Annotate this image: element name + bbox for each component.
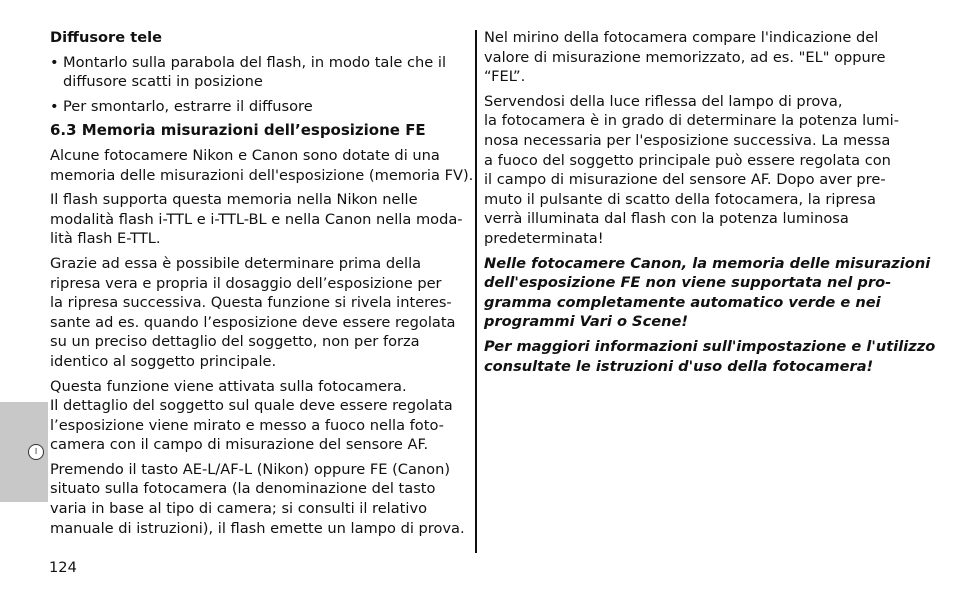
right-column: [484, 28, 936, 381]
text-line: gramma completamente automatico verde e nei: [484, 293, 881, 311]
text-line: predeterminata!: [484, 229, 604, 247]
text-line: Premendo il tasto AE-L/AF-L (Nikon) oppure FE (Canon): [50, 460, 451, 478]
text-line: Alcune fotocamere Nikon e Canon sono dotate di una: [50, 146, 440, 164]
text-line: Il flash supporta questa memoria nella Nikon nelle: [50, 191, 418, 209]
text-line: Nelle fotocamere Canon, la memoria delle misurazioni: [484, 254, 931, 272]
text-line: su un preciso dettaglio del soggetto, non per forza: [50, 333, 420, 351]
bullet-line: diffusore scatti in posizione: [63, 73, 263, 91]
text-line: muto il pulsante di scatto della fotocamera, la ripresa: [484, 190, 876, 208]
text-line: sante ad es. quando l’esposizione deve essere regolata: [50, 313, 456, 331]
text-line: Questa funzione viene attivata sulla fotocamera.: [50, 377, 407, 395]
text-line: memoria delle misurazioni dell'esposizione (memoria FV).: [50, 166, 474, 184]
text-line: la ripresa successiva. Questa funzione si rivela interes-: [50, 294, 452, 312]
text-line: lità flash E-TTL.: [50, 230, 161, 248]
text-line: varia in base al tipo di camera; si consulti il relativo: [50, 500, 428, 518]
page-number: 124: [49, 559, 77, 576]
paragraph: [50, 190, 472, 249]
paragraph: [484, 28, 904, 87]
bullet-symbol: •: [50, 53, 59, 71]
text-line: Per maggiori informazioni sull'impostazione e l'utilizzo: [484, 337, 936, 355]
column-divider: [475, 30, 477, 553]
text-line: “FEL”.: [484, 68, 526, 86]
text-line: camera con il campo di misurazione del sensore AF.: [50, 436, 429, 454]
bullet-symbol: •: [50, 97, 59, 115]
list-item: [50, 53, 472, 92]
text-line: consultate le istruzioni d'uso della fotocamera!: [484, 357, 874, 375]
italy-language-icon: I: [28, 444, 44, 460]
text-line: l’esposizione viene mirato e messo a fuoco nella foto-: [50, 416, 444, 434]
left-column: [50, 28, 472, 543]
canon-note: [484, 254, 931, 332]
text-line: il campo di misurazione del sensore AF. Dopo aver pre-: [484, 171, 886, 189]
section-title: 6.3 Memoria misurazioni dell’esposizione FE: [50, 121, 426, 140]
text-line: Nel mirino della fotocamera compare l'indicazione del: [484, 29, 879, 46]
text-line: a fuoco del soggetto principale può essere regolata con: [484, 151, 891, 169]
paragraph: [484, 92, 904, 249]
text-line: Grazie ad essa è possibile determinare prima della: [50, 254, 422, 272]
text-line: programmi Vari o Scene!: [484, 313, 689, 331]
text-line: Servendosi della luce riflessa del lampo di prova,: [484, 92, 843, 110]
text-line: Il dettaglio del soggetto sul quale deve essere regolata: [50, 397, 453, 415]
diffuser-heading: Diffusore tele: [50, 29, 162, 46]
text-line: dell'esposizione FE non viene supportata nel pro-: [484, 274, 892, 292]
text-line: valore di misurazione memorizzato, ad es. "EL" oppure: [484, 48, 886, 66]
text-line: situato sulla fotocamera (la denominazione del tasto: [50, 480, 436, 498]
paragraph: [50, 146, 472, 185]
text-line: ripresa vera e propria il dosaggio dell’esposizione per: [50, 274, 442, 292]
bullet-line: Per smontarlo, estrarre il diffusore: [63, 97, 313, 115]
text-line: identico al soggetto principale.: [50, 352, 277, 370]
text-line: la fotocamera è in grado di determinare la potenza lumi-: [484, 112, 899, 130]
bullet-line: Montarlo sulla parabola del flash, in modo tale che il: [63, 53, 447, 71]
text-line: nosa necessaria per l'esposizione successiva. La messa: [484, 131, 891, 149]
text-line: verrà illuminata dal flash con la potenza luminosa: [484, 210, 849, 228]
paragraph: [50, 460, 472, 538]
paragraph: [50, 254, 472, 372]
text-line: modalità flash i-TTL e i-TTL-BL e nella Canon nella moda-: [50, 210, 463, 228]
info-note: [484, 337, 936, 376]
paragraph: [50, 377, 472, 455]
list-item: [50, 97, 472, 117]
text-line: manuale di istruzioni), il flash emette un lampo di prova.: [50, 519, 465, 537]
